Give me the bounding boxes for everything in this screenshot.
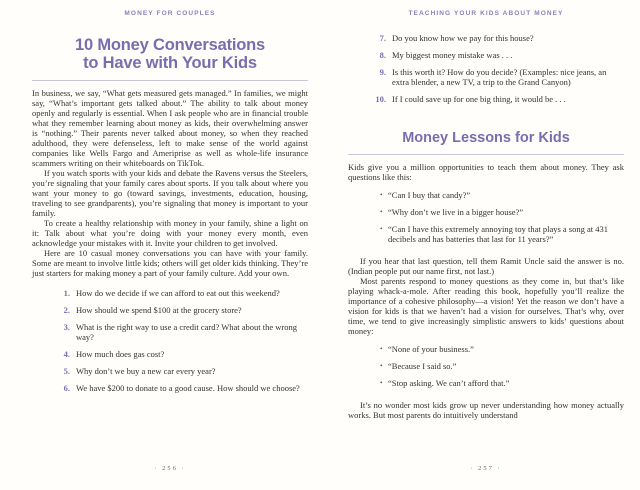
list-text: My biggest money mistake was . . . [392, 50, 513, 60]
paragraph-intro: Kids give you a million opportunities to teach them about money. They ask questions like this: [348, 162, 624, 182]
page-left [32, 0, 308, 490]
bullet-icon: • [380, 191, 383, 199]
title-rule [32, 80, 308, 81]
page-right [348, 0, 624, 490]
bullet-icon: • [380, 379, 383, 387]
chapter-title [32, 36, 308, 72]
list-item [372, 94, 624, 104]
list-number: 7. [379, 33, 386, 43]
bullet-text: “Can I buy that candy?” [388, 190, 471, 200]
bullet-item [380, 224, 624, 244]
bullet-icon: • [380, 225, 383, 233]
chapter-title-line1: 10 Money Conversations [75, 36, 265, 54]
list-text: Do you know how we pay for this house? [392, 33, 534, 43]
list-item [372, 50, 624, 60]
list-text: We have $200 to donate to a good cause. How should we choose? [76, 383, 300, 393]
list-item [56, 383, 308, 393]
paragraph-sports-signaling: If you watch sports with your kids and debate the Ravens versus the Steelers, you’re signaling that your family cares about sports. If you talk about where you want your money to go (toward savings, investments, education, housing, traveling to see grandparents), you’re signaling that money is important to your family. [32, 168, 308, 218]
conversation-list-1-6 [32, 288, 308, 393]
bullet-icon: • [380, 345, 383, 353]
list-number: 9. [379, 67, 386, 77]
list-text: How much does gas cost? [76, 349, 165, 359]
chapter-title-line2: to Have with Your Kids [83, 54, 257, 72]
list-item [56, 305, 308, 315]
bullet-item [380, 207, 624, 217]
conversation-list-7-10 [348, 33, 624, 104]
list-item [56, 322, 308, 342]
list-text: If I could save up for one big thing, it would be . . . [392, 94, 566, 104]
bullet-item [380, 190, 624, 200]
bullet-icon: • [380, 362, 383, 370]
list-number: 2. [63, 305, 70, 315]
section-rule [348, 154, 624, 155]
list-text: Why don’t we buy a new car every year? [76, 366, 216, 376]
list-number: 4. [63, 349, 70, 359]
list-item [56, 366, 308, 376]
list-number: 6. [63, 383, 70, 393]
list-item [56, 349, 308, 359]
paragraph-healthy-relationship: To create a healthy relationship with money in your family, shine a light on it: Talk about what you’re doing with your money every month, even acknowledge your mistakes with it. Invite your children to get involved. [32, 218, 308, 248]
simplistic-answers-list [348, 344, 624, 388]
list-number: 8. [379, 50, 386, 60]
list-text: Is this worth it? How do you decide? (Examples: nice jeans, an extra blender, a new TV, a trip to the Grand Canyon) [392, 67, 607, 87]
paragraph-whack-a-mole: Most parents respond to money questions as they come in, but that’s like playing whack-a-mole. After reading this book, hopefully you’ll realize the importance of a cohesive philosophy—a vision! Yet the reason we don’t have a vision for kids is that we haven’t had a vision for ourselves. That’s why, over time, we tend to give increasingly simplistic answers to kids’ questions about money: [348, 276, 624, 336]
bullet-text: “Stop asking. We can’t afford that.” [388, 378, 510, 388]
section-title: Money Lessons for Kids [402, 130, 570, 146]
bullet-icon: • [380, 208, 383, 216]
paragraph-casual-conversations: Here are 10 casual money conversations you can have with your family. Some are meant to involve little kids; others will get older kids thinking. They’re just starters for making money a part of your family culture. Add your own. [32, 248, 308, 278]
running-head-left: MONEY FOR COUPLES [124, 10, 216, 17]
paragraph-ramit-uncle: If you hear that last question, tell them Ramit Uncle said the answer is no. (Indian people put our name first, not last.) [348, 256, 624, 276]
paragraph-final: It’s no wonder most kids grow up never understanding how money actually works. But most parents do intuitively understand [348, 400, 624, 420]
running-head-right: TEACHING YOUR KIDS ABOUT MONEY [408, 10, 564, 17]
list-item [372, 67, 624, 87]
bullet-text: “Can I have this extremely annoying toy that plays a song at 431 decibels and has batteries that last for 11 years?” [388, 224, 609, 244]
list-item [56, 288, 308, 298]
list-item [372, 33, 624, 43]
list-number: 3. [63, 322, 70, 332]
bullet-text: “Why don’t we live in a bigger house?” [388, 207, 524, 217]
list-number: 1. [63, 288, 70, 298]
page-number-left: · 256 · [154, 465, 186, 472]
kids-questions-list [348, 190, 624, 244]
list-text: How should we spend $100 at the grocery store? [76, 305, 242, 315]
list-text: What is the right way to use a credit card? What about the wrong way? [76, 322, 298, 342]
paragraph-measured-managed: In business, we say, “What gets measured gets managed.” In families, we might say, “What’s important gets talked about.” The ability to talk about money openly and regularly is essential. When I ask people who are in financial trouble what they remember learning about money as kids, their overwhelming answer is “nothing.” Their parents never talked about money, so when they reached adulthood, they were defenseless, left to make sense of the world against companies like Wells Fargo and Ameriprise as well as whole-life insurance scammers writing on their whiteboards on TikTok. [32, 88, 308, 168]
bullet-item [380, 344, 624, 354]
bullet-item [380, 378, 624, 388]
bullet-text: “None of your business.” [388, 344, 474, 354]
list-number: 5. [63, 366, 70, 376]
list-text: How do we decide if we can afford to eat out this weekend? [76, 288, 280, 298]
bullet-item [380, 361, 624, 371]
page-number-right: · 257 · [470, 465, 502, 472]
bullet-text: “Because I said so.” [388, 361, 457, 371]
list-number: 10. [375, 94, 386, 104]
